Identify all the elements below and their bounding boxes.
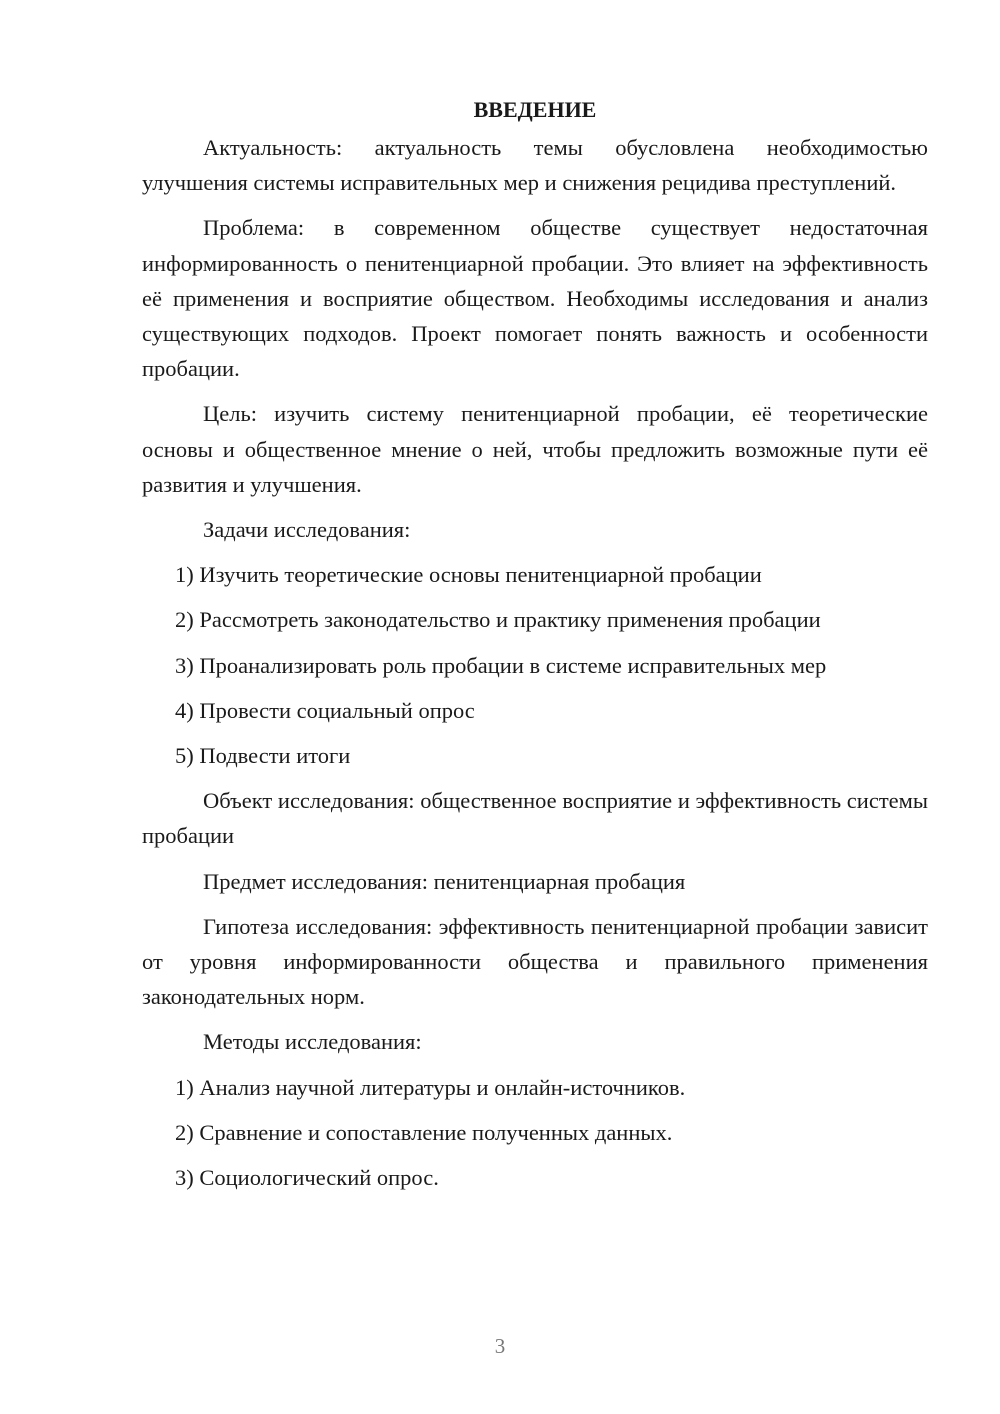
- list-item: 1) Изучить теоретические основы пенитенциарной пробации: [175, 562, 762, 588]
- paragraph-object: Объект исследования: общественное восприятие и эффективность системы пробации: [142, 788, 928, 849]
- paragraph-problem: Проблема: в современном обществе существует недостаточная информированность о пенитенциарной пробации. Это влияет на эффективность её применения и восприятие обществом. Необходимы исследования и анализ существующих подходов. Проект помогает понять важность и особенности пробации.: [142, 215, 928, 382]
- page-number: 3: [494, 1334, 506, 1358]
- methods-heading: Методы исследования:: [203, 1029, 422, 1055]
- paragraph-hypothesis: Гипотеза исследования: эффективность пенитенциарной пробации зависит от уровня информированности общества и правильного применения законодательных норм.: [142, 913, 928, 1010]
- paragraph-relevance: Актуальность: актуальность темы обусловлена необходимостью улучшения системы исправительных мер и снижения рецидива преступлений.: [142, 135, 928, 196]
- tasks-heading: Задачи исследования:: [203, 517, 411, 543]
- methods-list: [142, 1070, 928, 1196]
- paragraph-subject: Предмет исследования: пенитенциарная пробация: [203, 868, 686, 894]
- section-heading: ВВЕДЕНИЕ: [473, 97, 597, 122]
- list-item: 3) Социологический опрос.: [175, 1165, 439, 1191]
- tasks-list: [142, 557, 928, 773]
- list-item: 4) Провести социальный опрос: [175, 697, 475, 723]
- list-item: 2) Рассмотреть законодательство и практику применения пробации: [175, 607, 821, 633]
- list-item: 2) Сравнение и сопоставление полученных данных.: [175, 1119, 673, 1145]
- list-item: 5) Подвести итоги: [175, 743, 351, 769]
- paragraph-goal: Цель: изучить систему пенитенциарной пробации, её теоретические основы и общественное мнение о ней, чтобы предложить возможные пути её развития и улучшения.: [142, 401, 928, 497]
- list-item: 1) Анализ научной литературы и онлайн-источников.: [175, 1074, 686, 1100]
- list-item: 3) Проанализировать роль пробации в системе исправительных мер: [175, 652, 827, 678]
- page-content: [142, 92, 928, 1205]
